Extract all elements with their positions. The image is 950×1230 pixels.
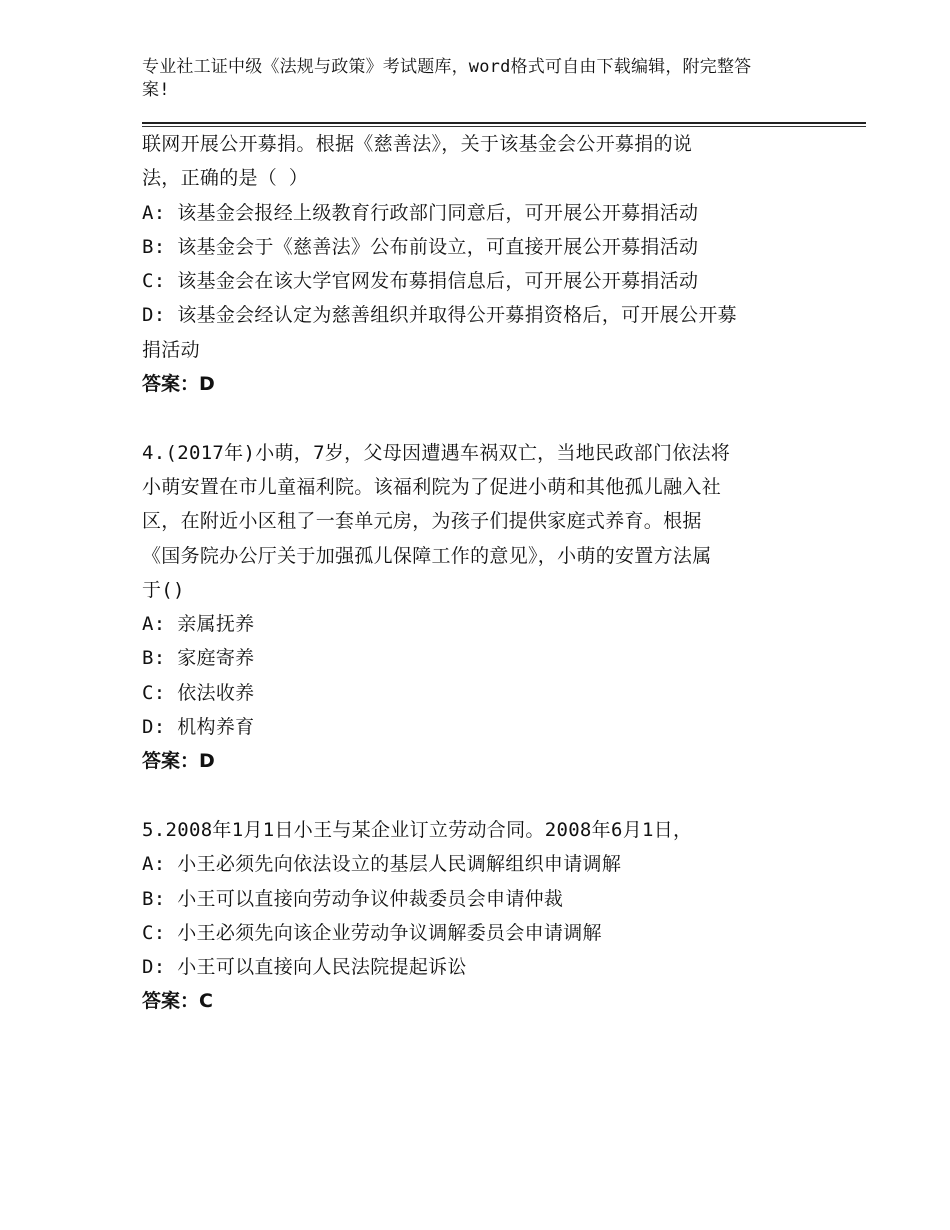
question-4: [142, 436, 822, 779]
question-3: [142, 127, 822, 401]
question-stem-line: 法，正确的是（ ）: [142, 167, 309, 190]
option-c: C: 该基金会在该大学官网发布募捐信息后，可开展公开募捐活动: [142, 270, 699, 293]
answer: 答案：C: [142, 990, 213, 1013]
question-stem-line: 4.(2017年)小萌，7岁，父母因遭遇车祸双亡，当地民政部门依法将: [142, 441, 731, 464]
question-stem-line: 于(): [142, 578, 185, 601]
spacer: [142, 401, 822, 435]
option-a: A: 亲属抚养: [142, 613, 255, 636]
question-stem-line: 小萌安置在市儿童福利院。该福利院为了促进小萌和其他孤儿融入社: [142, 475, 722, 498]
option-b: B: 该基金会于《慈善法》公布前设立，可直接开展公开募捐活动: [142, 235, 699, 258]
question-stem-line: 区，在附近小区租了一套单元房，为孩子们提供家庭式养育。根据: [142, 510, 702, 533]
header-line-1: 专业社工证中级《法规与政策》考试题库，word格式可自由下载编辑，附完整答: [142, 57, 752, 77]
question-content: [142, 127, 822, 1019]
option-d: D: 小王可以直接向人民法院提起诉讼: [142, 956, 467, 979]
document-header: [142, 56, 812, 102]
header-line-2: 案!: [142, 80, 170, 100]
option-a: A: 该基金会报经上级教育行政部门同意后，可开展公开募捐活动: [142, 201, 699, 224]
question-5: [142, 813, 822, 1019]
option-b: B: 小王可以直接向劳动争议仲裁委员会申请仲裁: [142, 887, 564, 910]
header-rule-thick: [142, 122, 866, 124]
option-d-continued: 捐活动: [142, 338, 200, 361]
option-d: D: 机构养育: [142, 716, 255, 739]
option-c: C: 依法收养: [142, 681, 255, 704]
spacer: [142, 779, 822, 813]
option-a: A: 小王必须先向依法设立的基层人民调解组织申请调解: [142, 853, 622, 876]
answer: 答案：D: [142, 373, 215, 396]
question-stem-line: 5.2008年1月1日小王与某企业订立劳动合同。2008年6月1日，: [142, 818, 693, 841]
question-stem-line: 《国务院办公厅关于加强孤儿保障工作的意见》，小萌的安置方法属: [142, 544, 712, 567]
option-c: C: 小王必须先向该企业劳动争议调解委员会申请调解: [142, 921, 602, 944]
question-stem-line: 联网开展公开募捐。根据《慈善法》，关于该基金会公开募捐的说: [142, 133, 693, 155]
answer: 答案：D: [142, 750, 215, 773]
option-b: B: 家庭寄养: [142, 647, 255, 670]
option-d: D: 该基金会经认定为慈善组织并取得公开募捐资格后，可开展公开募: [142, 304, 737, 327]
